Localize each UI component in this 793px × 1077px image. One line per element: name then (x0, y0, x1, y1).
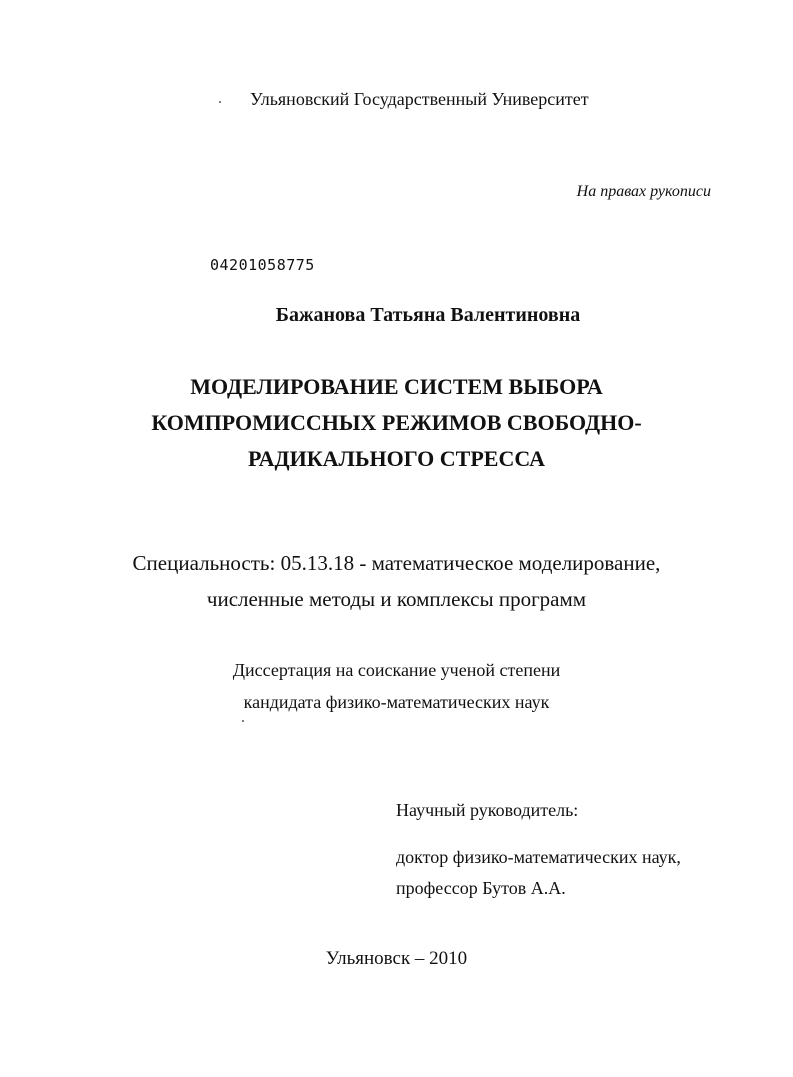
specialty-line: численные методы и комплексы программ (206, 587, 587, 611)
scan-speck (242, 720, 244, 722)
supervisor-label: Научный руководитель: (396, 800, 579, 820)
degree-line: Диссертация на соискание ученой степени (232, 660, 561, 680)
title-line: РАДИКАЛЬНОГО СТРЕССА (247, 446, 546, 471)
library-stamp-number: 04201058775 (210, 256, 315, 274)
title-line: КОМПРОМИССНЫХ РЕЖИМОВ СВОБОДНО- (151, 410, 642, 435)
degree-line: кандидата физико-математических наук (243, 692, 550, 712)
city-year: Ульяновск – 2010 (325, 948, 468, 969)
manuscript-rights-note: На правах рукописи (576, 183, 711, 200)
supervisor-name: профессор Бутов А.А. (396, 878, 566, 898)
title-line: МОДЕЛИРОВАНИЕ СИСТЕМ ВЫБОРА (190, 374, 603, 399)
scan-speck (219, 101, 221, 103)
university-name: Ульяновский Государственный Университет (250, 89, 589, 109)
supervisor-degree: доктор физико-математических наук, (396, 847, 681, 867)
author-name: Бажанова Татьяна Валентиновна (275, 304, 581, 326)
specialty-line: Специальность: 05.13.18 - математическое моделирование, (132, 551, 661, 575)
